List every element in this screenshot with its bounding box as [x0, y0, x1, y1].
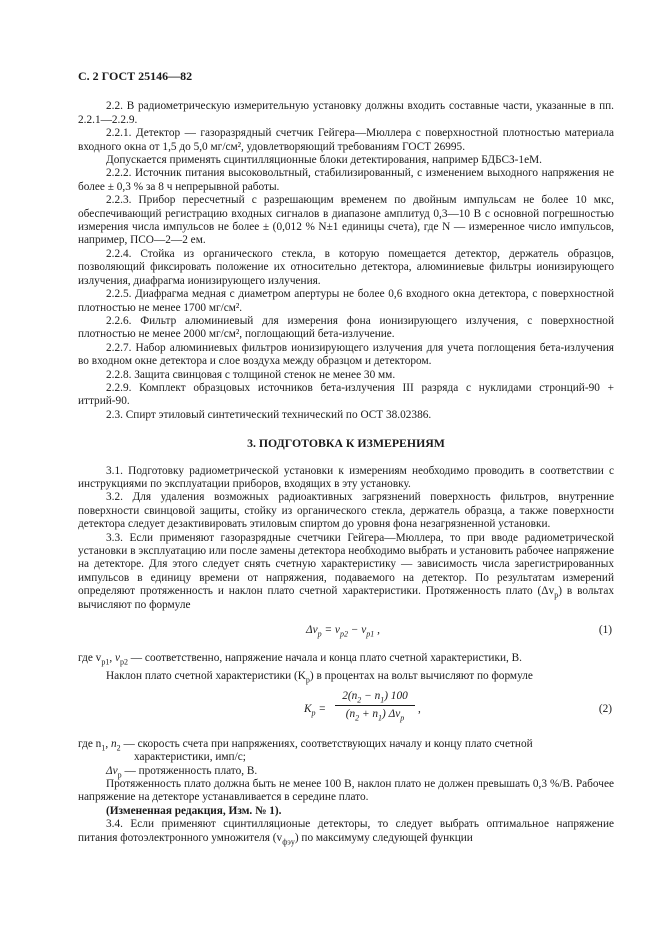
where-2: где $n_1$, $n_2$ — скорость счета при напряжениях, соответствующих началу и концу плато счетной [78, 737, 533, 753]
paragraph-2-2-2: 2.2.2. Источник питания высоковольтный, стабилизированный, с изменением выходного напряжения не более ± 0,3 % за 8 ч непрерывной работы. [78, 167, 614, 193]
document-page [78, 70, 614, 845]
formula-1 [78, 622, 614, 644]
where-2-delta-text: — протяженность плато, В. [121, 764, 258, 777]
paragraph-2-2-7: 2.2.7. Набор алюминиевых фильтров ионизирующего излучения для учета поглощения бета-излучения во входном окне детектора и слое воздуха между образцом и детектором. [78, 341, 614, 368]
paragraph-3-4-b: ) по максимуму следующей функции [294, 831, 473, 844]
paragraph-3-3-tail: ) в вольтах вычисляют по формуле [78, 585, 614, 611]
paragraph-3-4: 3.4. Если применяют сцинтилляционые детекторы, то следует выбрать оптимальное напряжение питания фотоэлектронного умножителя $(v_{фэу})$ по максимуму следующей функции [78, 818, 614, 846]
paragraph-slope: Наклон плато счетной характеристики $(K_p)$ в процентах на вольт вычисляют по формуле [106, 670, 533, 685]
where-1-lead: где v [78, 652, 102, 665]
paragraph-3-2: 3.2. Для удаления возможных радиоактивных загрязнений поверхность фильтров, внутренние поверхности свинцовой защиты, стойку из органического стекла, держатель образца, а также поверхности детектора следует дезактивировать этиловым спиртом до уровня фона незагрязненной установки. [78, 491, 614, 531]
paragraph-2-3: 2.3. Спирт этиловый синтетический технический по ОСТ 38.02386. [106, 408, 432, 421]
formula-1-expression: $\Delta v_p = v_{p2} - v_{p1}$ , [306, 624, 380, 639]
where-2-continuation: характеристики, имп/с; [134, 751, 246, 764]
paragraph-2-2: 2.2. В радиометрическую измерительную установку должны входить составные части, указанные в пп. 2.2.1—2.2.9. [78, 100, 614, 126]
where-2-a: где n [78, 737, 102, 750]
paragraph-2-2-8: 2.2.8. Защита свинцовая с толщиной стенок не менее 30 мм. [106, 368, 396, 381]
paragraph-2-2-3: 2.2.3. Прибор пересчетный с разрешающим временем по двойным импульсам не более 10 мкс, обеспечивающий регистрацию входных сигналов в диапазоне амплитуд 0,3—10 В с основной погрешностью измерения числа импульсов не более ± (0,012 % N±1 единицы счета), где N — измеренное число импульсов, например, ПСО—2—2 ем. [78, 194, 614, 247]
paragraph-3-4-a: 3.4. Если применяют сцинтилляционые детекторы, то следует выбрать оптимальное напряжение питания фотоэлектронного умножителя (v [78, 818, 614, 844]
paragraph-3-1: 3.1. Подготовку радиометрической установки к измерениям необходимо проводить в соответствии с инструкциями по эксплуатации приборов, входящих в эту установку. [78, 464, 614, 490]
paragraph-2-2-1b: Допускается применять сцинтилляционные блоки детектирования, например БДБСЗ-1еМ. [106, 154, 542, 167]
formula-2-number: (2) [598, 702, 612, 715]
where-2-b: — скорость счета при напряжениях, соответствующих началу и концу плато счетной [120, 737, 533, 750]
formula-2-fraction [335, 690, 415, 722]
page-header: С. 2 ГОСТ 25146—82 [78, 69, 193, 83]
formula-2-lhs: $K_p$ = [304, 702, 326, 718]
formula-1-number: (1) [598, 624, 612, 637]
paragraph-3-3: 3.3. Если применяют газоразрядные счетчики Гейгера—Мюллера, то при вводе радиометрической установки в эксплуатацию или после замены детектора необходимо выбрать и установить рабочее напряжение на детекторе. Для этого следует снять счетную характеристику — зависимость числа зарегистрированных импульсов в единицу времени от напряжения, подаваемого на детектор. По результатам измерений определяют протяженность и наклон плато счетной характеристики. Протяженность плато $(\Delta v_p)$ в вольтах вычисляют по формуле [78, 531, 614, 611]
where-2-delta: $\Delta v_p$ — протяженность плато, В. [106, 764, 258, 779]
paragraph-2-2-6: 2.2.6. Фильтр алюминиевый для измерения фона ионизирующего излучения, с поверхностной плотностью не менее 2000 мг/см², поглощающий бета-излучение. [78, 314, 614, 341]
paragraph-3-3-text: 3.3. Если применяют газоразрядные счетчики Гейгера—Мюллера, то при вводе радиометрической установки в эксплуатацию или после замены детектора необходимо выбрать и установить рабочее напряжение на детекторе. Для этого следует снять счетную характеристику — зависимость числа зарегистрированных импульсов в единицу времени от напряжения, подаваемого на детектор. По результатам измерений определяют протяженность и наклон плато счетной характеристики. Протяженность плато (Δv [78, 531, 614, 598]
paragraph-2-2-5: 2.2.5. Диафрагма медная с диаметром апертуры не более 0,6 входного окна детектора, с поверхностной плотностью не менее 1700 мг/см². [78, 288, 614, 314]
paragraph-2-2-9: 2.2.9. Комплект образцовых источников бета-излучения III разряда с нуклидами стронций-90 + иттрий-90. [78, 381, 614, 408]
where-1-text: — соответственно, напряжение начала и конца плато счетной характеристики, В. [127, 652, 522, 665]
slope-text-b: ) в процентах на вольт вычисляют по формуле [309, 670, 533, 683]
formula-2 [78, 690, 614, 732]
formula-2-denominator: $(n_2 + n_1)$ $\Delta v_p$ [345, 708, 405, 723]
slope-text-a: Наклон плато счетной характеристики (K [106, 670, 306, 683]
amendment-note: (Измененная редакция, Изм. № 1). [106, 804, 282, 817]
where-1: где $v_{p1}$, $v_{p2}$ — соответственно, напряжение начала и конца плато счетной характеристики, В. [78, 652, 522, 667]
paragraph-plateau: Протяженность плато должна быть не менее 100 В, наклон плато не должен превышать 0,3 %/В. Рабочее напряжение на детекторе устанавливается в середине плато. [78, 778, 614, 804]
paragraph-2-2-4: 2.2.4. Стойка из органического стекла, в которую помещается детектор, держатель образцов, позволяющий фиксировать положение их относительно детектора, алюминиевые фильтры ионизирующего излучения, диафрагма ионизирующего излучения. [78, 247, 614, 287]
formula-2-numerator: $2(n_2 - n_1)$ 100 [335, 690, 415, 706]
paragraph-2-2-1: 2.2.1. Детектор — газоразрядный счетчик Гейгера—Мюллера с поверхностной плотностью материала входного окна от 1,5 до 5,0 мг/см², удовлетворяющий требованиям ГОСТ 26995. [78, 127, 614, 153]
section-title-3: 3. ПОДГОТОВКА К ИЗМЕРЕНИЯМ [247, 436, 445, 451]
formula-2-comma: , [418, 702, 421, 715]
